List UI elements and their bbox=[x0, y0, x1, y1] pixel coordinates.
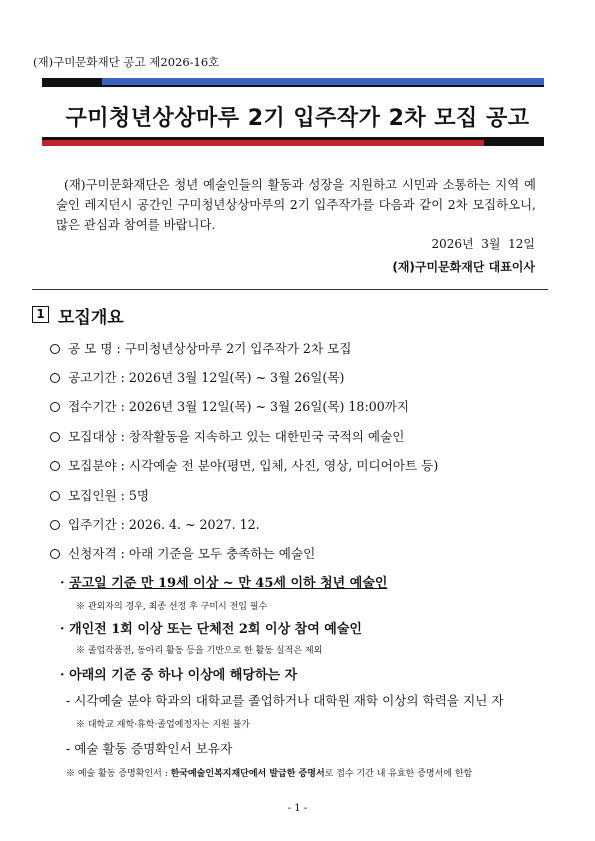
list-item-title: 공 모 명 : 구미청년상상마루 2기 입주작가 2차 모집 bbox=[50, 338, 351, 357]
title-top-bar bbox=[42, 78, 544, 85]
circle-bullet-icon bbox=[50, 549, 60, 559]
footnote-bold: 한국예술인복지재단에서 발급한 증명서 bbox=[170, 769, 325, 779]
criterion-qualification: · 아래의 기준 중 하나 이상에 해당하는 자 bbox=[60, 668, 298, 683]
list-item-notice-period: 공고기간 : 2026년 3월 12일(목) ~ 3월 26일(목) bbox=[50, 367, 344, 386]
note-enrolled: ※ 대학교 재학·휴학·졸업예정자는 지원 불가 bbox=[76, 720, 250, 730]
list-item-target: 모집대상 : 창작활동을 지속하고 있는 대한민국 국적의 예술인 bbox=[50, 426, 404, 445]
signatory: (재)구미문화재단 대표이사 bbox=[392, 260, 535, 274]
list-item-field: 모집분야 : 시각예술 전 분야(평면, 입체, 사진, 영상, 미디어아트 등) bbox=[50, 455, 438, 474]
title-top-rule bbox=[42, 85, 544, 87]
circle-bullet-icon bbox=[50, 491, 60, 501]
circle-bullet-icon bbox=[50, 461, 60, 471]
certificate-footnote: ※ 예술 활동 증명확인서 : 한국예술인복지재단에서 발급한 증명서로 접수 기간 내 유효한 증명서에 한함 bbox=[66, 769, 473, 779]
list-item-residency-period: 입주기간 : 2026. 4. ~ 2027. 12. bbox=[50, 514, 260, 533]
section-number-box: 1 bbox=[32, 306, 49, 323]
page-number: - 1 - bbox=[287, 803, 308, 814]
criterion-age: · 공고일 기준 만 19세 이상 ~ 만 45세 이하 청년 예술인 bbox=[60, 576, 388, 591]
circle-bullet-icon bbox=[50, 402, 60, 412]
sub-criterion-certificate: - 예술 활동 증명확인서 보유자 bbox=[66, 741, 233, 756]
circle-bullet-icon bbox=[50, 373, 60, 383]
intro-text bbox=[56, 175, 536, 235]
circle-bullet-icon bbox=[50, 520, 60, 530]
list-item-application-period: 접수기간 : 2026년 3월 12일(목) ~ 3월 26일(목) 18:00까지 bbox=[50, 396, 409, 415]
announcement-date: 2026년 3월 12일 bbox=[431, 237, 535, 251]
section-divider bbox=[32, 289, 548, 290]
circle-bullet-icon bbox=[50, 432, 60, 442]
intro-paragraph: (재)구미문화재단은 청년 예술인들의 활동과 성장을 지원하고 시민과 소통하는 지역 예술인 레지던시 공간인 구미청년상상마루의 2기 입주작가를 다음과 같이 2차 모집하오니, 많은 관심과 참여를 바랍니다. bbox=[56, 177, 536, 232]
note-exclusion: ※ 졸업작품전, 동아리 활동 등을 기반으로 한 활동 실적은 제외 bbox=[76, 646, 323, 656]
list-item-count: 모집인원 : 5명 bbox=[50, 485, 149, 504]
section-title: 모집개요 bbox=[58, 308, 124, 328]
note-residence: ※ 관외자의 경우, 최종 선정 후 구미시 전입 필수 bbox=[76, 602, 268, 612]
criterion-exhibition: · 개인전 1회 이상 또는 단체전 2회 이상 참여 예술인 bbox=[60, 622, 362, 637]
title-bottom-bar bbox=[42, 140, 544, 146]
circle-bullet-icon bbox=[50, 344, 60, 354]
page-title: 구미청년상상마루 2기 입주작가 2차 모집 공고 bbox=[65, 106, 530, 131]
sub-criterion-education: - 시각예술 분야 학과의 대학교를 졸업하거나 대학원 재학 이상의 학력을 지닌 자 bbox=[66, 693, 504, 708]
blue-accent-bar bbox=[102, 78, 544, 85]
list-item-eligibility: 신청자격 : 아래 기준을 모두 충족하는 예술인 bbox=[50, 543, 315, 562]
notice-number: (재)구미문화재단 공고 제2026-16호 bbox=[33, 55, 220, 69]
red-accent-bar bbox=[42, 140, 484, 146]
